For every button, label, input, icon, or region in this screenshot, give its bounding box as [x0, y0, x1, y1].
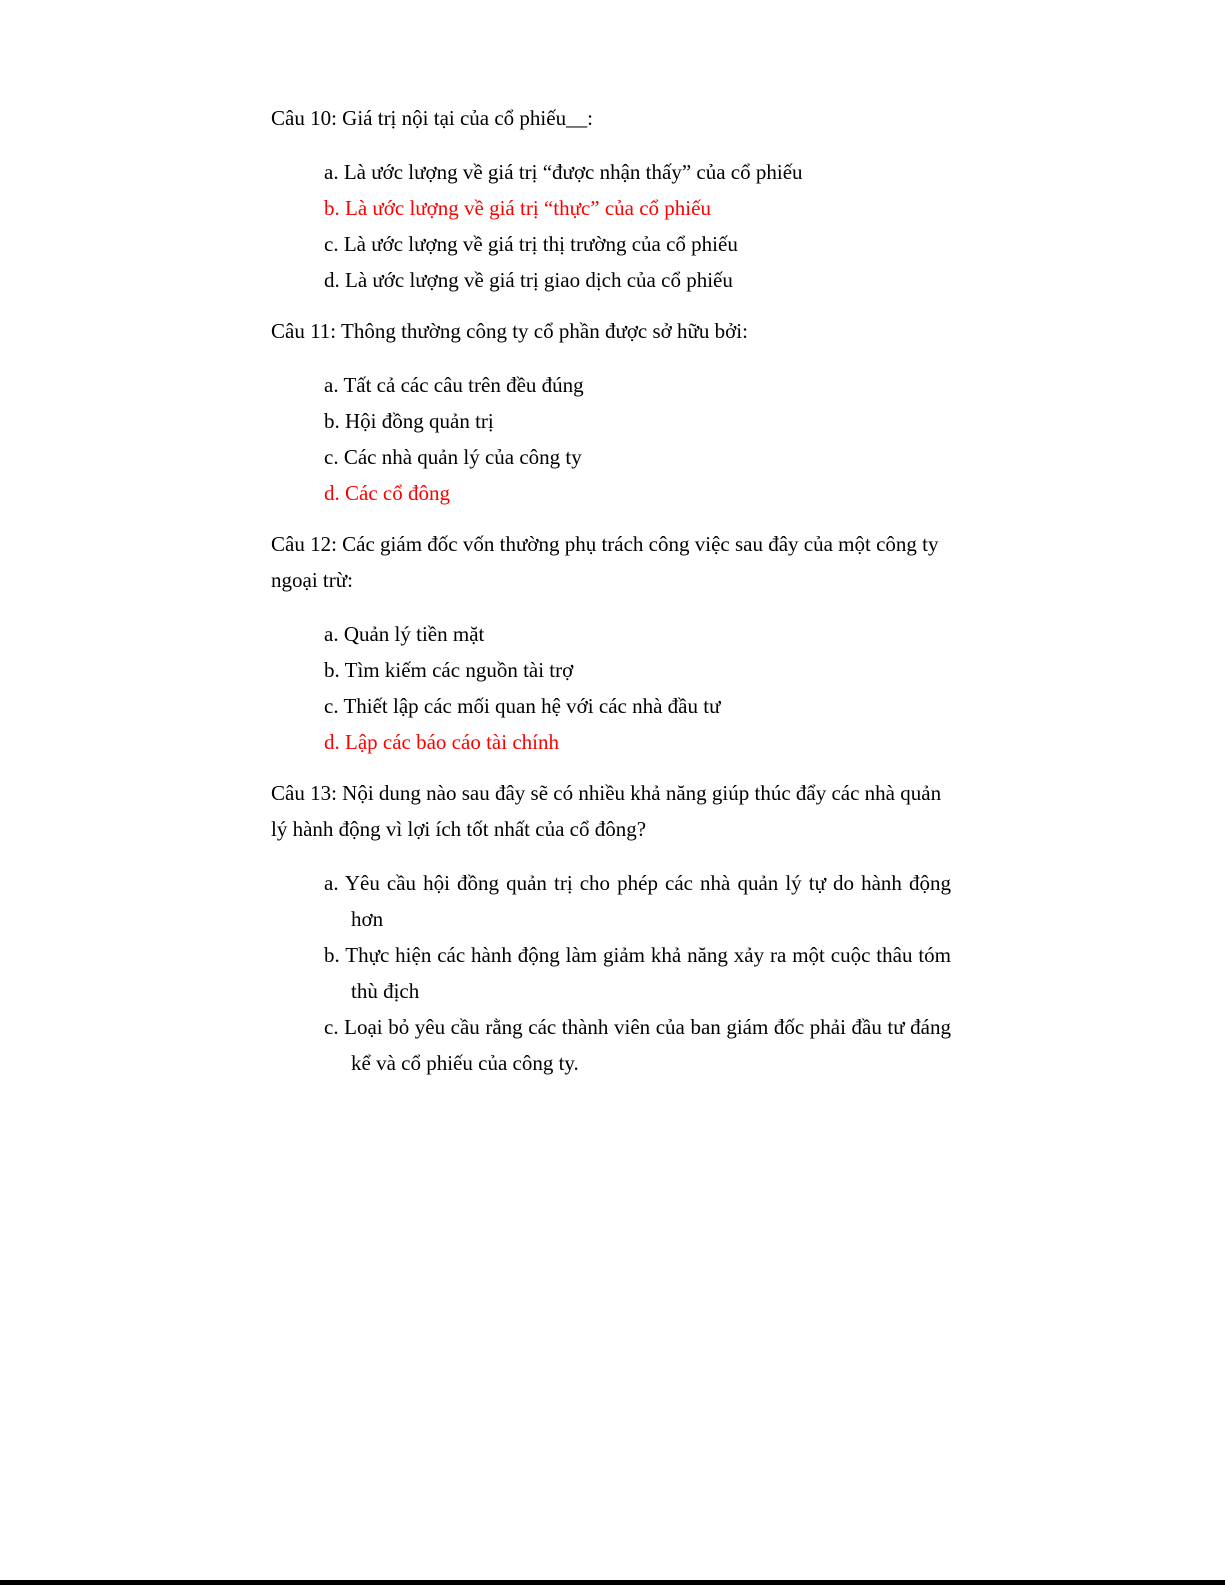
option-a: a. Yêu cầu hội đồng quản trị cho phép các nhà quản lý tự do hành động hơn — [324, 871, 951, 931]
option-d: d. Là ước lượng về giá trị giao dịch của cổ phiếu — [324, 268, 733, 292]
option-b-correct: b. Là ước lượng về giá trị “thực” của cổ phiếu — [324, 196, 711, 220]
question-13 — [271, 775, 951, 1081]
question-text: Câu 10: Giá trị nội tại của cổ phiếu__: — [271, 106, 593, 130]
option-a: a. Là ước lượng về giá trị “được nhận thấy” của cổ phiếu — [324, 160, 803, 184]
answer-options — [271, 367, 951, 511]
option-d-correct: d. Lập các báo cáo tài chính — [324, 730, 559, 754]
question-text: Câu 13: Nội dung nào sau đây sẽ có nhiều khả năng giúp thúc đẩy các nhà quản lý hành động vì lợi ích tốt nhất của cổ đông? — [271, 781, 942, 841]
option-c: c. Các nhà quản lý của công ty — [324, 445, 582, 469]
question-text: Câu 11: Thông thường công ty cổ phần được sở hữu bởi: — [271, 319, 748, 343]
option-c: c. Loại bỏ yêu cầu rằng các thành viên của ban giám đốc phải đầu tư đáng kể và cổ phiếu của công ty. — [324, 1015, 951, 1075]
question-11 — [271, 313, 951, 511]
question-12 — [271, 526, 951, 760]
question-text: Câu 12: Các giám đốc vốn thường phụ trách công việc sau đây của một công ty ngoại trừ: — [271, 532, 939, 592]
option-a: a. Quản lý tiền mặt — [324, 622, 485, 646]
option-b: b. Thực hiện các hành động làm giảm khả năng xảy ra một cuộc thâu tóm thù địch — [324, 943, 951, 1003]
option-d-correct: d. Các cổ đông — [324, 481, 450, 505]
answer-options — [271, 616, 951, 760]
answer-options — [271, 154, 951, 298]
question-10 — [271, 100, 951, 298]
answer-options — [271, 865, 951, 1081]
option-b: b. Tìm kiếm các nguồn tài trợ — [324, 658, 574, 682]
option-a: a. Tất cả các câu trên đều đúng — [324, 373, 584, 397]
option-b: b. Hội đồng quản trị — [324, 409, 494, 433]
quiz-content — [271, 100, 951, 1096]
option-c: c. Thiết lập các mối quan hệ với các nhà đầu tư — [324, 694, 721, 718]
page-bottom-border — [0, 1580, 1225, 1585]
option-c: c. Là ước lượng về giá trị thị trường của cổ phiếu — [324, 232, 738, 256]
